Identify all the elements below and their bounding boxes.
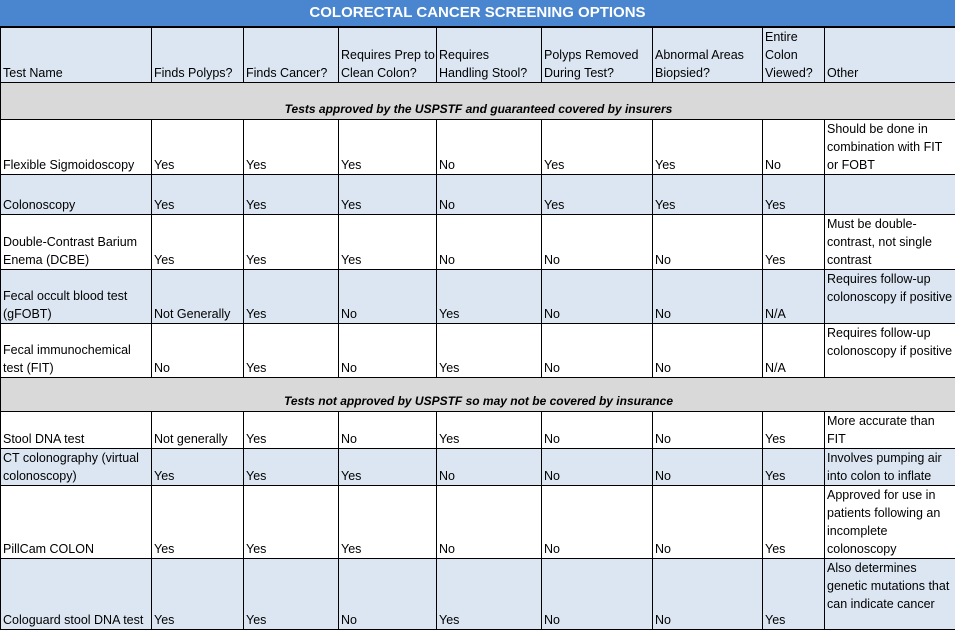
value-cell: No bbox=[653, 449, 763, 486]
value-cell: Yes bbox=[152, 175, 244, 215]
table-row bbox=[1, 449, 955, 486]
col-header: Abnormal Areas Biopsied? bbox=[653, 28, 763, 83]
value-cell: No bbox=[542, 412, 653, 449]
value-cell: Not generally bbox=[152, 412, 244, 449]
other-cell: Approved for use in patients following an incomplete colonoscopy bbox=[825, 486, 955, 559]
value-cell: Not Generally bbox=[152, 270, 244, 324]
value-cell: Yes bbox=[437, 270, 542, 324]
value-cell: No bbox=[437, 486, 542, 559]
value-cell: No bbox=[542, 486, 653, 559]
value-cell: Yes bbox=[763, 175, 825, 215]
value-cell: No bbox=[542, 559, 653, 630]
header-row bbox=[1, 28, 955, 83]
table-row bbox=[1, 559, 955, 630]
value-cell: No bbox=[653, 559, 763, 630]
value-cell: No bbox=[437, 175, 542, 215]
value-cell: Yes bbox=[339, 120, 437, 175]
value-cell: Yes bbox=[437, 559, 542, 630]
value-cell: Yes bbox=[542, 175, 653, 215]
other-cell: More accurate than FIT bbox=[825, 412, 955, 449]
value-cell: Yes bbox=[244, 486, 339, 559]
table-row bbox=[1, 270, 955, 324]
section-row bbox=[1, 378, 955, 412]
value-cell: Yes bbox=[244, 412, 339, 449]
value-cell: Yes bbox=[542, 120, 653, 175]
value-cell: No bbox=[339, 324, 437, 378]
value-cell: No bbox=[339, 270, 437, 324]
section-heading: Tests not approved by USPSTF so may not be covered by insurance bbox=[1, 378, 955, 412]
table-row bbox=[1, 486, 955, 559]
value-cell: Yes bbox=[244, 449, 339, 486]
value-cell: No bbox=[653, 270, 763, 324]
col-header: Requires Prep to Clean Colon? bbox=[339, 28, 437, 83]
value-cell: Yes bbox=[763, 412, 825, 449]
value-cell: Yes bbox=[653, 175, 763, 215]
table-row bbox=[1, 412, 955, 449]
value-cell: Yes bbox=[653, 120, 763, 175]
col-header: Entire Colon Viewed? bbox=[763, 28, 825, 83]
screening-table bbox=[0, 27, 955, 630]
other-cell: Requires follow-up colonoscopy if positive bbox=[825, 324, 955, 378]
sheet-title: COLORECTAL CANCER SCREENING OPTIONS bbox=[0, 0, 955, 27]
value-cell: Yes bbox=[763, 449, 825, 486]
value-cell: No bbox=[437, 449, 542, 486]
other-cell: Also determines genetic mutations that can indicate cancer bbox=[825, 559, 955, 630]
test-name-cell: Flexible Sigmoidoscopy bbox=[1, 120, 152, 175]
value-cell: Yes bbox=[763, 486, 825, 559]
value-cell: No bbox=[437, 215, 542, 270]
value-cell: No bbox=[653, 412, 763, 449]
col-header: Requires Handling Stool? bbox=[437, 28, 542, 83]
value-cell: Yes bbox=[244, 175, 339, 215]
value-cell: No bbox=[437, 120, 542, 175]
value-cell: Yes bbox=[152, 449, 244, 486]
value-cell: Yes bbox=[244, 324, 339, 378]
value-cell: Yes bbox=[763, 559, 825, 630]
test-name-cell: CT colonography (virtual colonoscopy) bbox=[1, 449, 152, 486]
test-name-cell: Double-Contrast Barium Enema (DCBE) bbox=[1, 215, 152, 270]
value-cell: Yes bbox=[244, 270, 339, 324]
test-name-cell: Fecal immunochemical test (FIT) bbox=[1, 324, 152, 378]
section-row bbox=[1, 83, 955, 120]
value-cell: Yes bbox=[339, 449, 437, 486]
table-row bbox=[1, 175, 955, 215]
value-cell: Yes bbox=[763, 215, 825, 270]
value-cell: Yes bbox=[152, 559, 244, 630]
value-cell: Yes bbox=[244, 559, 339, 630]
value-cell: N/A bbox=[763, 324, 825, 378]
value-cell: No bbox=[542, 215, 653, 270]
value-cell: No bbox=[653, 215, 763, 270]
table-row bbox=[1, 324, 955, 378]
test-name-cell: PillCam COLON bbox=[1, 486, 152, 559]
value-cell: Yes bbox=[437, 412, 542, 449]
value-cell: Yes bbox=[339, 175, 437, 215]
value-cell: Yes bbox=[437, 324, 542, 378]
value-cell: No bbox=[763, 120, 825, 175]
test-name-cell: Fecal occult blood test (gFOBT) bbox=[1, 270, 152, 324]
value-cell: No bbox=[152, 324, 244, 378]
other-cell bbox=[825, 175, 955, 215]
value-cell: No bbox=[339, 559, 437, 630]
other-cell: Should be done in combination with FIT or FOBT bbox=[825, 120, 955, 175]
value-cell: N/A bbox=[763, 270, 825, 324]
table-body bbox=[1, 28, 955, 630]
value-cell: Yes bbox=[244, 120, 339, 175]
test-name-cell: Cologuard stool DNA test bbox=[1, 559, 152, 630]
table-row bbox=[1, 120, 955, 175]
value-cell: Yes bbox=[152, 486, 244, 559]
col-header: Other bbox=[825, 28, 955, 83]
col-header: Test Name bbox=[1, 28, 152, 83]
value-cell: No bbox=[542, 324, 653, 378]
other-cell: Involves pumping air into colon to inflate bbox=[825, 449, 955, 486]
other-cell: Requires follow-up colonoscopy if positive bbox=[825, 270, 955, 324]
col-header: Finds Polyps? bbox=[152, 28, 244, 83]
test-name-cell: Colonoscopy bbox=[1, 175, 152, 215]
value-cell: Yes bbox=[339, 486, 437, 559]
value-cell: Yes bbox=[152, 120, 244, 175]
section-heading: Tests approved by the USPSTF and guaranteed covered by insurers bbox=[1, 83, 955, 120]
value-cell: Yes bbox=[152, 215, 244, 270]
table-row bbox=[1, 215, 955, 270]
value-cell: No bbox=[542, 449, 653, 486]
value-cell: Yes bbox=[339, 215, 437, 270]
other-cell: Must be double-contrast, not single contrast bbox=[825, 215, 955, 270]
value-cell: No bbox=[653, 324, 763, 378]
value-cell: No bbox=[339, 412, 437, 449]
value-cell: No bbox=[542, 270, 653, 324]
test-name-cell: Stool DNA test bbox=[1, 412, 152, 449]
col-header: Polyps Removed During Test? bbox=[542, 28, 653, 83]
value-cell: No bbox=[653, 486, 763, 559]
col-header: Finds Cancer? bbox=[244, 28, 339, 83]
value-cell: Yes bbox=[244, 215, 339, 270]
